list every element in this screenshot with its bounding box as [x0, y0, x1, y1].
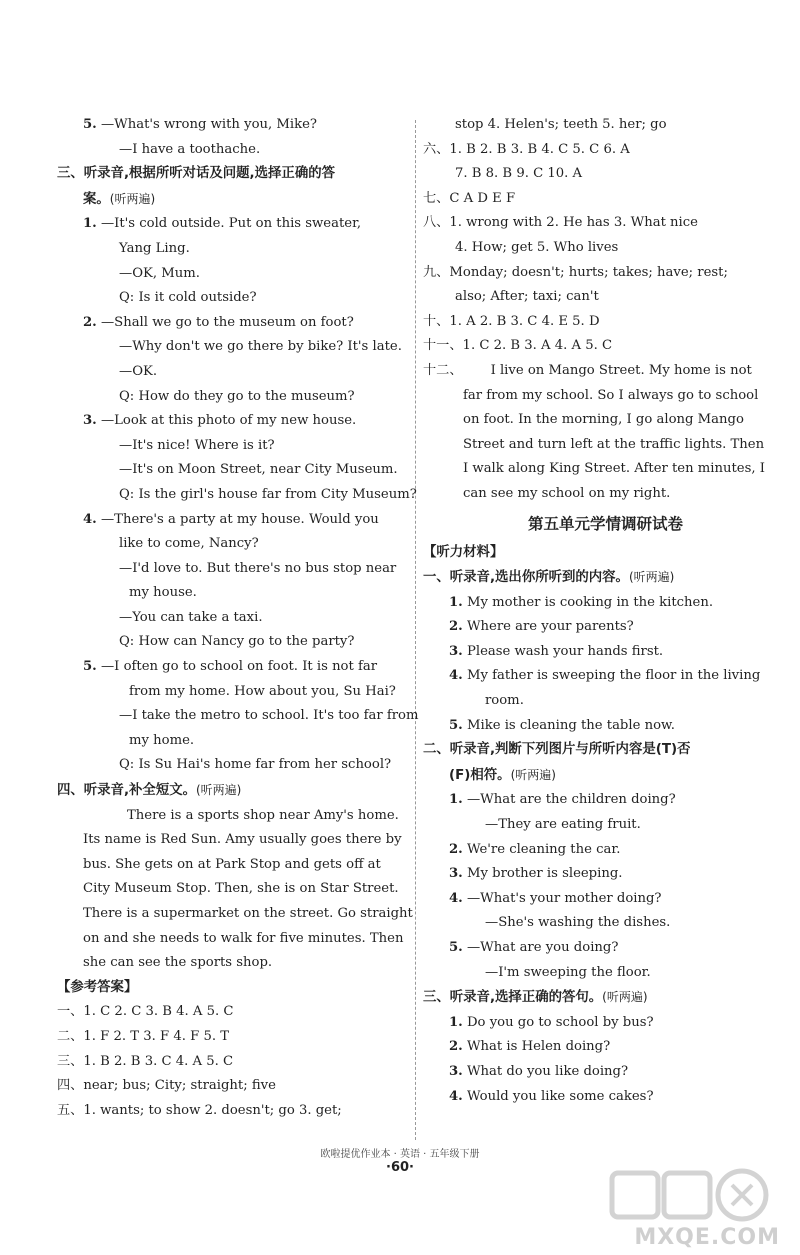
dialogue-line: 5. —What's wrong with you, Mike? [83, 117, 317, 132]
listening-item: 5. Mike is cleaning the table now. [449, 717, 675, 733]
question-line: Q: How do they go to the museum? [119, 388, 355, 404]
answer-line: also; After; taxi; can't [455, 289, 599, 305]
question-line: from my home. How about you, Su Hai? [129, 683, 396, 699]
question-line: —OK. [119, 363, 158, 379]
question-line: —I take the metro to school. It's too far from [119, 708, 419, 724]
question-line: —Why don't we go there by bike? It's late. [119, 339, 402, 355]
listening-item: 3. My brother is sleeping. [449, 866, 623, 882]
listening-item: 4. —What's your mother doing? [449, 890, 662, 906]
answer-essay-line: on foot. In the morning, I go along Mango [463, 412, 744, 428]
question-line: Q: Is it cold outside? [119, 290, 257, 306]
listening-item: 1. —What are the children doing? [449, 792, 676, 808]
passage-line: bus. She gets on at Park Stop and gets off at [83, 856, 381, 872]
question-line: —It's on Moon Street, near City Museum. [119, 462, 398, 478]
question-line: Q: Is the girl's house far from City Museum? [119, 486, 417, 502]
passage-line: Its name is Red Sun. Amy usually goes there by [83, 832, 402, 848]
listening-item: 2. What is Helen doing? [449, 1039, 611, 1055]
passage-line: There is a supermarket on the street. Go straight [83, 906, 413, 921]
section-3-title-cont: 案。(听两遍) [83, 191, 156, 207]
answer-essay-line: 十二、 I live on Mango Street. My home is not [423, 362, 752, 378]
listening-item: 3. Please wash your hands first. [449, 643, 664, 659]
question-4: 4. —There's a party at my house. Would you [83, 511, 379, 527]
part-2-title-cont: (F)相符。(听两遍) [449, 767, 556, 783]
listening-item: 4. Would you like some cakes? [449, 1088, 654, 1104]
question-line: Yang Ling. [119, 240, 190, 256]
answer-line: 4. How; get 5. Who lives [455, 239, 619, 255]
answer-line: stop 4. Helen's; teeth 5. her; go [455, 117, 667, 132]
passage-line: she can see the sports shop. [83, 955, 273, 971]
listening-item: 2. Where are your parents? [449, 619, 634, 635]
answer-essay-line: can see my school on my right. [463, 485, 671, 501]
answer-line: 十、1. A 2. B 3. C 4. E 5. D [423, 313, 600, 329]
passage-line: There is a sports shop near Amy's home. [127, 807, 399, 823]
question-line: my home. [129, 732, 195, 748]
listening-item-cont: room. [485, 693, 524, 709]
watermark-site: MXQE.COM [634, 1225, 780, 1250]
question-line: —I'd love to. But there's no bus stop near [119, 560, 397, 576]
listening-item-cont: —She's washing the dishes. [485, 915, 671, 931]
question-line: —It's nice! Where is it? [119, 437, 275, 453]
unit-title: 第五单元学情调研试卷 [527, 514, 683, 533]
page-number: ·60· [386, 1160, 414, 1175]
question-line: my house. [129, 585, 197, 601]
answer-line: 九、Monday; doesn't; hurts; takes; have; rest; [423, 264, 728, 280]
passage-line: City Museum Stop. Then, she is on Star Street. [83, 881, 399, 897]
left-column [57, 113, 419, 1123]
answer-line: 7. B 8. B 9. C 10. A [455, 166, 583, 182]
answer-essay-line: far from my school. So I always go to school [463, 387, 759, 403]
right-column [423, 113, 768, 1109]
listening-item: 1. Do you go to school by bus? [449, 1014, 654, 1030]
listening-material-title: 【听力材料】 [423, 544, 504, 560]
listening-item-cont: —I'm sweeping the floor. [485, 964, 651, 980]
listening-item: 5. —What are you doing? [449, 940, 619, 955]
answer-line: 五、1. wants; to show 2. doesn't; go 3. get; [57, 1102, 342, 1118]
answer-key-title: 【参考答案】 [57, 979, 138, 995]
dialogue-line: —I have a toothache. [119, 141, 261, 157]
book-footer: 欧啦提优作业本 · 英语 · 五年级下册 [320, 1149, 480, 1160]
listening-item: 3. What do you like doing? [449, 1063, 629, 1079]
listening-item: 1. My mother is cooking in the kitchen. [449, 594, 714, 610]
question-line: —You can take a taxi. [119, 609, 263, 625]
question-line: —OK, Mum. [119, 265, 200, 281]
part-3-title: 三、听录音,选择正确的答句。(听两遍) [423, 990, 648, 1006]
question-line: Q: Is Su Hai's home far from her school? [119, 757, 392, 773]
part-2-title: 二、听录音,判断下列图片与所听内容是(T)否 [423, 742, 691, 758]
answer-line: 三、1. B 2. B 3. C 4. A 5. C [57, 1053, 234, 1069]
answer-line: 四、near; bus; City; straight; five [57, 1078, 276, 1094]
answer-essay-line: Street and turn left at the traffic lights. Then [463, 436, 765, 452]
section-4-title: 四、听录音,补全短文。(听两遍) [57, 783, 242, 799]
listening-item: 4. My father is sweeping the floor in the living [449, 668, 761, 684]
question-2: 2. —Shall we go to the museum on foot? [83, 314, 354, 330]
question-1: 1. —It's cold outside. Put on this sweater, [83, 216, 362, 232]
question-5: 5. —I often go to school on foot. It is not far [83, 659, 378, 675]
answer-essay-line: I walk along King Street. After ten minutes, I [463, 461, 765, 477]
listening-item: 2. We're cleaning the car. [449, 841, 621, 857]
passage-line: on and she needs to walk for five minutes. Then [83, 930, 404, 946]
column-divider [415, 120, 416, 1140]
answer-line: 六、1. B 2. B 3. B 4. C 5. C 6. A [423, 141, 630, 157]
answer-line: 十一、1. C 2. B 3. A 4. A 5. C [423, 338, 613, 354]
listening-item-cont: —They are eating fruit. [485, 817, 641, 833]
section-3-title: 三、听录音,根据所听对话及问题,选择正确的答 [57, 166, 335, 182]
question-line: Q: How can Nancy go to the party? [119, 634, 355, 650]
part-1-title: 一、听录音,选出你所听到的内容。(听两遍) [423, 570, 675, 586]
question-line: like to come, Nancy? [119, 536, 259, 552]
answer-line: 七、C A D E F [423, 190, 516, 206]
answer-line: 一、1. C 2. C 3. B 4. A 5. C [57, 1004, 234, 1020]
question-3: 3. —Look at this photo of my new house. [83, 413, 357, 429]
answer-line: 二、1. F 2. T 3. F 4. F 5. T [57, 1028, 230, 1044]
answer-line: 八、1. wrong with 2. He has 3. What nice [423, 215, 698, 231]
